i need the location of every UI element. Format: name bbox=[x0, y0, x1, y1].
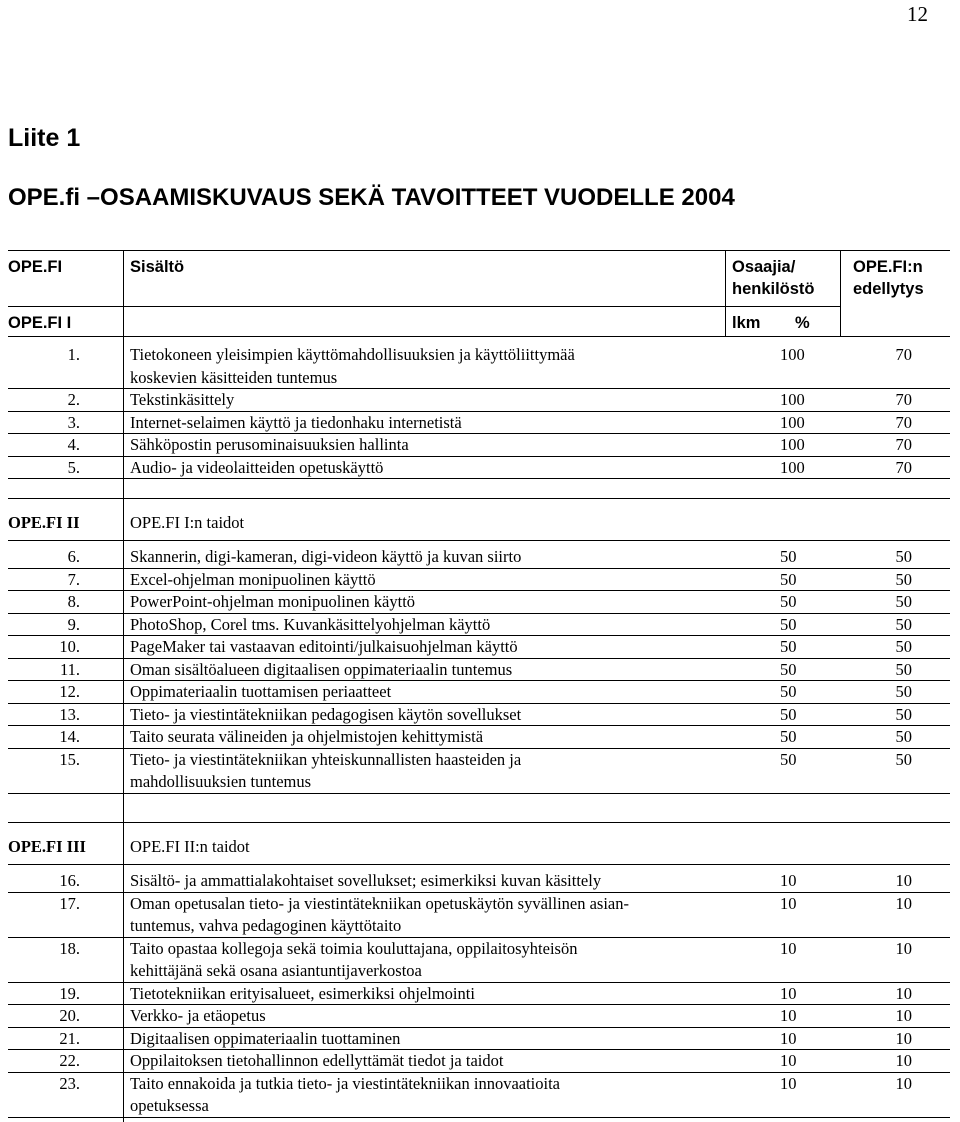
row-description: Oman opetusalan tieto- ja viestintätekniikan opetuskäytön syvällinen asian- bbox=[130, 893, 629, 913]
row-count: 50 bbox=[780, 659, 797, 679]
row-count: 10 bbox=[780, 1051, 797, 1070]
row-description: PowerPoint-ohjelman monipuolinen käyttö bbox=[130, 592, 416, 611]
row-description: mahdollisuuksien tuntemus bbox=[130, 772, 312, 791]
row-divider bbox=[8, 498, 950, 499]
row-count: 50 bbox=[780, 749, 797, 769]
row-number: 14. bbox=[59, 727, 80, 746]
row-percent: 10 bbox=[895, 1073, 912, 1093]
row-number: 21. bbox=[59, 1028, 80, 1048]
row-percent: 50 bbox=[895, 569, 912, 589]
row-percent: 50 bbox=[895, 704, 912, 724]
row-number: 2. bbox=[67, 390, 80, 409]
page-title: OPE.fi –OSAAMISKUVAUS SEKÄ TAVOITTEET VUODELLE 2004 bbox=[8, 184, 735, 211]
row-count: 50 bbox=[780, 569, 797, 589]
row-count: 50 bbox=[780, 637, 797, 656]
row-description: Audio- ja videolaitteiden opetuskäyttö bbox=[130, 457, 384, 477]
section-heading: OPE.FI II:n taidot bbox=[130, 837, 250, 856]
row-number: 7. bbox=[67, 569, 80, 589]
row-count: 100 bbox=[780, 345, 805, 364]
section-label: OPE.FI III bbox=[8, 837, 86, 856]
row-number: 18. bbox=[59, 938, 80, 958]
row-count: 10 bbox=[780, 893, 797, 913]
column-divider-3 bbox=[840, 250, 841, 336]
row-percent: 50 bbox=[895, 547, 912, 566]
row-count: 10 bbox=[780, 983, 797, 1003]
row-count: 10 bbox=[780, 871, 797, 890]
row-percent: 50 bbox=[895, 682, 912, 701]
row-description: Verkko- ja etäopetus bbox=[130, 1006, 266, 1025]
row-number: 6. bbox=[67, 547, 80, 566]
row-divider bbox=[8, 793, 950, 794]
row-count: 50 bbox=[780, 704, 797, 724]
row-number: 1. bbox=[67, 345, 80, 364]
header-ope-fi: OPE.FI bbox=[8, 258, 63, 276]
row-number: 5. bbox=[67, 457, 80, 477]
row-count: 50 bbox=[780, 614, 797, 634]
row-count: 50 bbox=[780, 592, 797, 611]
column-divider-2 bbox=[725, 250, 726, 336]
row-number: 13. bbox=[59, 704, 80, 724]
row-percent: 10 bbox=[895, 938, 912, 958]
appendix-label: Liite 1 bbox=[8, 124, 81, 152]
row-description: tuntemus, vahva pedagoginen käyttötaito bbox=[130, 916, 402, 935]
row-count: 10 bbox=[780, 1073, 797, 1093]
section-label-ope-fi-i: OPE.FI I bbox=[8, 314, 72, 332]
header-bottom-border bbox=[8, 336, 950, 337]
row-description: Taito opastaa kollegoja sekä toimia kouluttajana, oppilaitosyhteisön bbox=[130, 938, 578, 958]
row-divider bbox=[8, 478, 950, 479]
row-percent: 10 bbox=[895, 1028, 912, 1048]
row-number: 4. bbox=[67, 435, 80, 454]
row-description: kehittäjänä sekä osana asiantuntijaverkostoa bbox=[130, 961, 422, 980]
row-description: Sisältö- ja ammattialakohtaiset sovellukset; esimerkiksi kuvan käsittely bbox=[130, 871, 602, 890]
row-number: 10. bbox=[59, 637, 80, 656]
row-divider bbox=[8, 1117, 950, 1118]
row-description: Taito ennakoida ja tutkia tieto- ja viestintätekniikan innovaatioita bbox=[130, 1073, 561, 1093]
row-count: 10 bbox=[780, 1006, 797, 1025]
header-divider bbox=[8, 306, 840, 307]
row-description: Digitaalisen oppimateriaalin tuottaminen bbox=[130, 1028, 401, 1048]
row-count: 50 bbox=[780, 727, 797, 746]
row-percent: 50 bbox=[895, 749, 912, 769]
row-description: Taito seurata välineiden ja ohjelmistojen kehittymistä bbox=[130, 727, 484, 746]
row-count: 10 bbox=[780, 1028, 797, 1048]
row-count: 50 bbox=[780, 682, 797, 701]
row-number: 9. bbox=[67, 614, 80, 634]
row-percent: 70 bbox=[895, 412, 912, 432]
row-description: Skannerin, digi-kameran, digi-videon käyttö ja kuvan siirto bbox=[130, 547, 522, 566]
row-percent: 70 bbox=[895, 390, 912, 409]
row-divider bbox=[8, 864, 950, 865]
row-count: 100 bbox=[780, 435, 805, 454]
row-percent: 70 bbox=[895, 345, 912, 364]
row-percent: 50 bbox=[895, 659, 912, 679]
row-count: 50 bbox=[780, 547, 797, 566]
row-number: 17. bbox=[59, 893, 80, 913]
header-experts-line2: henkilöstö bbox=[732, 280, 815, 298]
row-count: 10 bbox=[780, 938, 797, 958]
section-label: OPE.FI II bbox=[8, 513, 80, 532]
row-number: 20. bbox=[59, 1006, 80, 1025]
row-description: Internet-selaimen käyttö ja tiedonhaku internetistä bbox=[130, 412, 462, 432]
column-divider-1 bbox=[123, 250, 124, 1122]
header-content: Sisältö bbox=[130, 258, 185, 276]
row-percent: 10 bbox=[895, 1006, 912, 1025]
row-number: 16. bbox=[59, 871, 80, 890]
row-description: opetuksessa bbox=[130, 1096, 209, 1115]
row-description: Tieto- ja viestintätekniikan pedagogisen käytön sovellukset bbox=[130, 704, 522, 724]
row-description: Tietokoneen yleisimpien käyttömahdollisuuksien ja käyttöliittymää bbox=[130, 345, 575, 364]
row-count: 100 bbox=[780, 412, 805, 432]
row-count: 100 bbox=[780, 457, 805, 477]
row-number: 12. bbox=[59, 682, 80, 701]
header-percent: % bbox=[795, 314, 810, 332]
row-percent: 50 bbox=[895, 637, 912, 656]
header-requirement-line1: OPE.FI:n bbox=[853, 258, 923, 276]
row-description: koskevien käsitteiden tuntemus bbox=[130, 367, 338, 387]
row-count: 100 bbox=[780, 390, 805, 409]
row-percent: 70 bbox=[895, 457, 912, 477]
row-number: 22. bbox=[59, 1051, 80, 1070]
row-description: Tieto- ja viestintätekniikan yhteiskunnallisten haasteiden ja bbox=[130, 749, 522, 769]
row-percent: 10 bbox=[895, 983, 912, 1003]
row-description: Tekstinkäsittely bbox=[130, 390, 235, 409]
row-description: Tietotekniikan erityisalueet, esimerkiksi ohjelmointi bbox=[130, 983, 475, 1003]
row-percent: 10 bbox=[895, 893, 912, 913]
row-percent: 10 bbox=[895, 871, 912, 890]
row-percent: 10 bbox=[895, 1051, 912, 1070]
row-description: PhotoShop, Corel tms. Kuvankäsittelyohjelman käyttö bbox=[130, 614, 491, 634]
row-description: Oman sisältöalueen digitaalisen oppimateriaalin tuntemus bbox=[130, 659, 513, 679]
row-percent: 50 bbox=[895, 592, 912, 611]
header-experts-line1: Osaajia/ bbox=[732, 258, 796, 276]
row-divider bbox=[8, 540, 950, 541]
page-number: 12 bbox=[907, 2, 928, 26]
row-percent: 50 bbox=[895, 727, 912, 746]
row-number: 8. bbox=[67, 592, 80, 611]
row-divider bbox=[8, 822, 950, 823]
row-description: Oppimateriaalin tuottamisen periaatteet bbox=[130, 682, 392, 701]
row-number: 15. bbox=[59, 749, 80, 769]
row-percent: 70 bbox=[895, 435, 912, 454]
table-top-border bbox=[8, 250, 950, 251]
row-description: Excel-ohjelman monipuolinen käyttö bbox=[130, 569, 376, 589]
row-description: Oppilaitoksen tietohallinnon edellyttämät tiedot ja taidot bbox=[130, 1051, 504, 1070]
row-number: 11. bbox=[59, 659, 80, 679]
row-percent: 50 bbox=[895, 614, 912, 634]
header-count: lkm bbox=[732, 314, 761, 332]
row-number: 19. bbox=[59, 983, 80, 1003]
row-number: 23. bbox=[59, 1073, 80, 1093]
section-heading: OPE.FI I:n taidot bbox=[130, 513, 245, 532]
row-description: Sähköpostin perusominaisuuksien hallinta bbox=[130, 435, 409, 454]
row-description: PageMaker tai vastaavan editointi/julkaisuohjelman käyttö bbox=[130, 637, 518, 656]
row-number: 3. bbox=[67, 412, 80, 432]
header-requirement-line2: edellytys bbox=[853, 280, 924, 298]
